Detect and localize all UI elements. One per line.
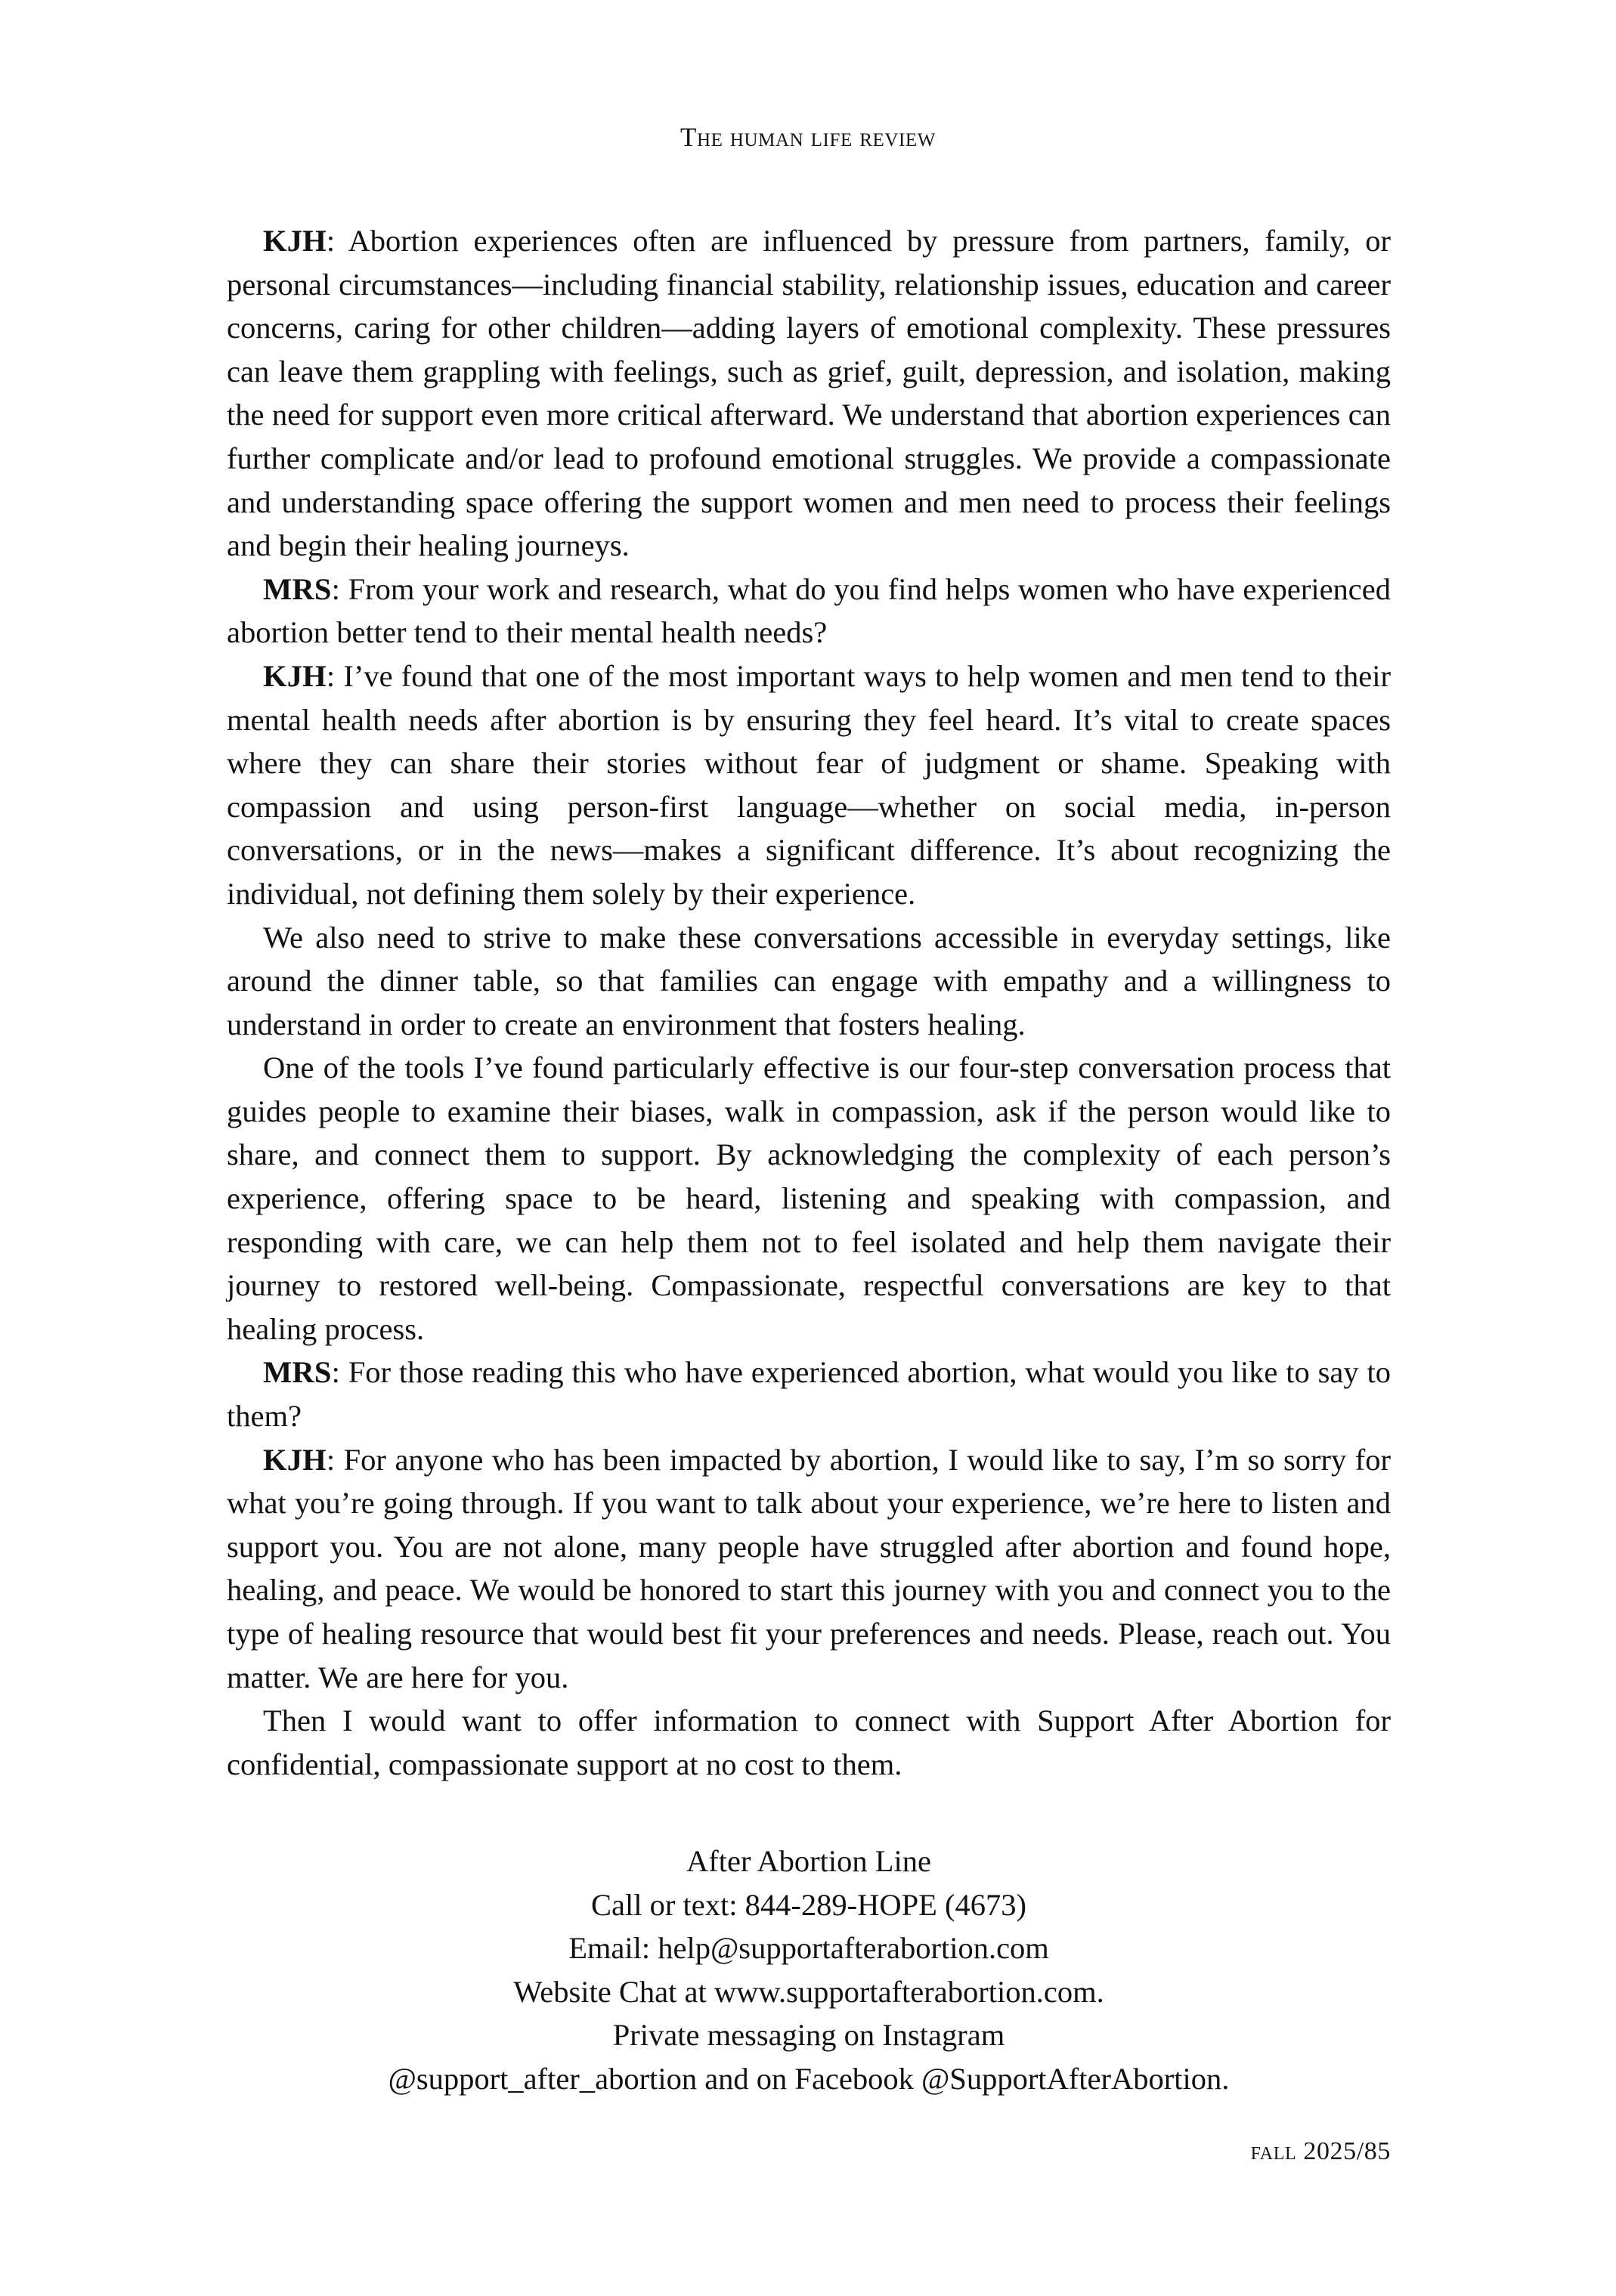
paragraph: [227, 916, 1391, 1047]
paragraph-text: One of the tools I’ve found particularly effective is our four-step conversation process that guides people to examine their biases, walk in compassion, ask if the person would like to share, and connect them to support. By acknowledging the complexity of each person’s experience, offering space to be heard, listening and speaking with compassion, and responding with care, we can help them not to feel isolated and help them navigate their journey to restored well-being. Compassionate, respectful conversations are key to that healing process.: [227, 1051, 1391, 1346]
paragraph-text: For those reading this who have experienced abortion, what would you like to say to them?: [227, 1355, 1391, 1434]
article-body: [227, 219, 1391, 1786]
speaker-separator: :: [326, 224, 348, 258]
paragraph-text: For anyone who has been impacted by abortion, I would like to say, I’m so sorry for what you’re going through. If you want to talk about your experience, we’re here to listen and support you. You are not alone, many people have struggled after abortion and found hope, healing, and peace. We would be honored to start this journey with you and connect you to the type of healing resource that would best fit your preferences and needs. Please, reach out. You matter. We are here for you.: [227, 1442, 1392, 1694]
speaker-label: KJH: [263, 658, 327, 693]
speaker-separator: :: [326, 658, 344, 693]
paragraph: [227, 219, 1391, 568]
paragraph: [227, 568, 1391, 654]
contact-line-website: Website Chat at www.supportafterabortion.com.: [513, 1974, 1104, 2009]
speaker-label: MRS: [263, 1355, 332, 1390]
contact-line-instagram-label: Private messaging on Instagram: [612, 2018, 1005, 2053]
speaker-separator: :: [331, 571, 348, 606]
contact-information-block: [227, 1840, 1391, 2101]
speaker-separator: :: [326, 1442, 344, 1477]
contact-line-phone: Call or text: 844-289-HOPE (4673): [591, 1887, 1026, 1922]
paragraph-text: Abortion experiences often are influenced by pressure from partners, family, or personal circumstances—including financial stability, relationship issues, education and career concerns, caring for other children—adding layers of emotional complexity. These pressures can leave them grappling with feelings, such as grief, guilt, depression, and isolation, making the need for support even more critical afterward. We understand that abortion experiences can further complicate and/or lead to profound emotional struggles. We provide a compassionate and understanding space offering the support women and men need to process their feelings and begin their healing journeys.: [227, 224, 1391, 563]
contact-line-social-handles: @support_after_abortion and on Facebook @SupportAfterAbortion.: [388, 2061, 1230, 2096]
folio-text: fall 2025/85: [1250, 2137, 1391, 2165]
contact-line-email: Email: help@supportafterabortion.com: [568, 1931, 1049, 1966]
paragraph: [227, 1351, 1391, 1437]
paragraph: [227, 654, 1391, 916]
speaker-label: KJH: [263, 1442, 327, 1477]
paragraph: [227, 1438, 1391, 1700]
speaker-label: MRS: [263, 571, 332, 606]
paragraph-text: Then I would want to offer information to connect with Support After Abortion for confidential, compassionate support at no cost to them.: [227, 1703, 1391, 1781]
paragraph: [227, 1046, 1391, 1351]
contact-line-title: After Abortion Line: [686, 1844, 931, 1878]
speaker-label: KJH: [263, 224, 327, 258]
page-folio: [1251, 2137, 1391, 2166]
running-head: The human life review: [680, 122, 936, 152]
paragraph-text: From your work and research, what do you find helps women who have experienced abortion better tend to their mental health needs?: [227, 571, 1392, 650]
paragraph-text: We also need to strive to make these conversations accessible in everyday settings, like around the dinner table, so that families can engage with empathy and a willingness to understand in order to create an environment that fosters healing.: [227, 920, 1391, 1041]
paragraph: [227, 1699, 1391, 1786]
paragraph-text: I’ve found that one of the most important ways to help women and men tend to their mental health needs after abortion is by ensuring they feel heard. It’s vital to create spaces where they can share their stories without fear of judgment or shame. Speaking with compassion and using person-first language—whether on social media, in-person conversations, or in the news—makes a significant difference. It’s about recognizing the individual, not defining them solely by their experience.: [227, 658, 1391, 911]
speaker-separator: :: [331, 1355, 348, 1390]
